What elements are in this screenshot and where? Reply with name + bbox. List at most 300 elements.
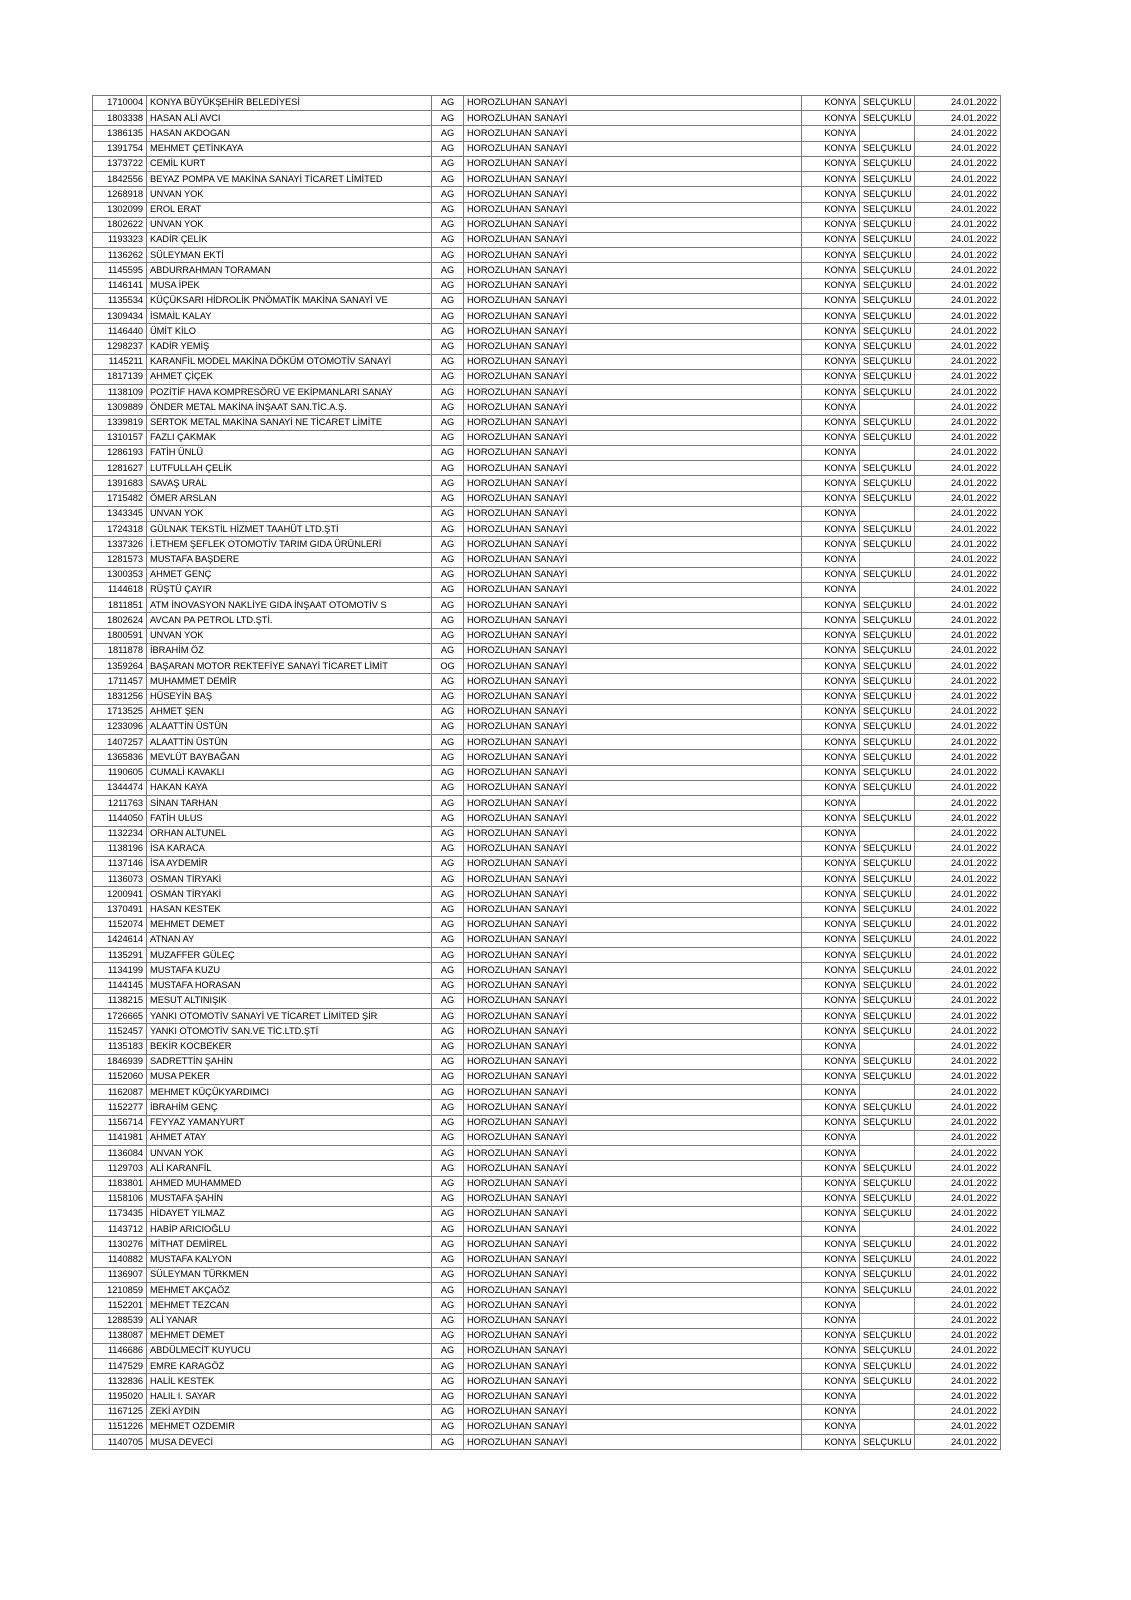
- cell-name: SAVAŞ URAL: [147, 476, 432, 491]
- cell-name: UNVAN YOK: [147, 1146, 432, 1161]
- cell-region: HOROZLUHAN SANAYİ: [464, 841, 802, 856]
- cell-date: 24.01.2022: [915, 796, 1001, 811]
- cell-type: AG: [432, 1237, 464, 1252]
- cell-date: 24.01.2022: [915, 933, 1001, 948]
- cell-region: HOROZLUHAN SANAYİ: [464, 1085, 802, 1100]
- cell-name: MEHMET DEMET: [147, 917, 432, 932]
- cell-type: AG: [432, 552, 464, 567]
- cell-city: KONYA: [802, 1176, 860, 1191]
- cell-id: 1183801: [93, 1176, 147, 1191]
- cell-type: AG: [432, 1161, 464, 1176]
- table-row: [93, 1298, 1001, 1313]
- table-row: [93, 369, 1001, 384]
- cell-date: 24.01.2022: [915, 765, 1001, 780]
- cell-city: KONYA: [802, 1130, 860, 1145]
- cell-region: HOROZLUHAN SANAYİ: [464, 126, 802, 141]
- cell-type: AG: [432, 811, 464, 826]
- cell-id: 1152457: [93, 1024, 147, 1039]
- cell-region: HOROZLUHAN SANAYİ: [464, 339, 802, 354]
- cell-id: 1132836: [93, 1374, 147, 1389]
- cell-type: AG: [432, 232, 464, 247]
- cell-city: KONYA: [802, 1359, 860, 1374]
- cell-id: 1373722: [93, 156, 147, 171]
- cell-type: AG: [432, 993, 464, 1008]
- cell-name: EROL ERAT: [147, 202, 432, 217]
- cell-id: 1140705: [93, 1435, 147, 1450]
- cell-district: [860, 1298, 915, 1313]
- cell-type: AG: [432, 324, 464, 339]
- cell-id: 1130276: [93, 1237, 147, 1252]
- cell-region: HOROZLUHAN SANAYİ: [464, 1374, 802, 1389]
- table-row: [93, 126, 1001, 141]
- cell-date: 24.01.2022: [915, 704, 1001, 719]
- table-row: [93, 1435, 1001, 1450]
- cell-date: 24.01.2022: [915, 963, 1001, 978]
- cell-id: 1167125: [93, 1404, 147, 1419]
- cell-name: ZEKİ AYDIN: [147, 1404, 432, 1419]
- cell-district: SELÇUKLU: [860, 430, 915, 445]
- cell-district: SELÇUKLU: [860, 96, 915, 111]
- cell-type: AG: [432, 780, 464, 795]
- cell-id: 1281627: [93, 461, 147, 476]
- cell-city: KONYA: [802, 476, 860, 491]
- cell-name: ALİ YANAR: [147, 1313, 432, 1328]
- cell-name: SÜLEYMAN TÜRKMEN: [147, 1267, 432, 1282]
- cell-city: KONYA: [802, 780, 860, 795]
- cell-district: [860, 552, 915, 567]
- cell-id: 1152060: [93, 1070, 147, 1085]
- cell-city: KONYA: [802, 126, 860, 141]
- cell-region: HOROZLUHAN SANAYİ: [464, 354, 802, 369]
- cell-id: 1129703: [93, 1161, 147, 1176]
- cell-city: KONYA: [802, 552, 860, 567]
- cell-name: KADİR ÇELİK: [147, 232, 432, 247]
- cell-id: 1162087: [93, 1085, 147, 1100]
- cell-type: AG: [432, 978, 464, 993]
- cell-type: AG: [432, 1146, 464, 1161]
- cell-city: KONYA: [802, 902, 860, 917]
- table-row: [93, 1054, 1001, 1069]
- cell-city: KONYA: [802, 841, 860, 856]
- table-row: [93, 202, 1001, 217]
- cell-id: 1134199: [93, 963, 147, 978]
- table-row: [93, 826, 1001, 841]
- cell-type: AG: [432, 461, 464, 476]
- cell-date: 24.01.2022: [915, 415, 1001, 430]
- cell-district: SELÇUKLU: [860, 1283, 915, 1298]
- cell-name: AHMET ŞEN: [147, 704, 432, 719]
- cell-type: AG: [432, 354, 464, 369]
- table-row: [93, 643, 1001, 658]
- cell-id: 1146141: [93, 278, 147, 293]
- cell-region: HOROZLUHAN SANAYİ: [464, 993, 802, 1008]
- cell-city: KONYA: [802, 643, 860, 658]
- cell-district: SELÇUKLU: [860, 1176, 915, 1191]
- cell-region: HOROZLUHAN SANAYİ: [464, 1283, 802, 1298]
- cell-date: 24.01.2022: [915, 309, 1001, 324]
- cell-type: AG: [432, 1298, 464, 1313]
- cell-date: 24.01.2022: [915, 187, 1001, 202]
- cell-region: HOROZLUHAN SANAYİ: [464, 933, 802, 948]
- cell-id: 1146686: [93, 1343, 147, 1358]
- cell-id: 1344474: [93, 780, 147, 795]
- cell-type: AG: [432, 141, 464, 156]
- cell-city: KONYA: [802, 1328, 860, 1343]
- cell-date: 24.01.2022: [915, 1176, 1001, 1191]
- cell-district: SELÇUKLU: [860, 491, 915, 506]
- cell-city: KONYA: [802, 1009, 860, 1024]
- cell-type: AG: [432, 1115, 464, 1130]
- cell-id: 1145211: [93, 354, 147, 369]
- cell-id: 1391754: [93, 141, 147, 156]
- table-row: [93, 1420, 1001, 1435]
- table-row: [93, 856, 1001, 871]
- cell-date: 24.01.2022: [915, 278, 1001, 293]
- cell-id: 1407257: [93, 735, 147, 750]
- cell-id: 1343345: [93, 506, 147, 521]
- cell-district: SELÇUKLU: [860, 172, 915, 187]
- cell-date: 24.01.2022: [915, 917, 1001, 932]
- cell-type: AG: [432, 1283, 464, 1298]
- cell-district: SELÇUKLU: [860, 1009, 915, 1024]
- cell-city: KONYA: [802, 796, 860, 811]
- cell-city: KONYA: [802, 887, 860, 902]
- cell-id: 1817139: [93, 369, 147, 384]
- cell-district: SELÇUKLU: [860, 1435, 915, 1450]
- cell-city: KONYA: [802, 187, 860, 202]
- cell-city: KONYA: [802, 369, 860, 384]
- cell-district: [860, 1389, 915, 1404]
- table-row: [93, 872, 1001, 887]
- cell-id: 1803338: [93, 111, 147, 126]
- cell-city: KONYA: [802, 826, 860, 841]
- cell-region: HOROZLUHAN SANAYİ: [464, 172, 802, 187]
- cell-city: KONYA: [802, 1404, 860, 1419]
- cell-date: 24.01.2022: [915, 400, 1001, 415]
- cell-region: HOROZLUHAN SANAYİ: [464, 278, 802, 293]
- cell-region: HOROZLUHAN SANAYİ: [464, 1024, 802, 1039]
- cell-id: 1138196: [93, 841, 147, 856]
- cell-date: 24.01.2022: [915, 446, 1001, 461]
- cell-district: SELÇUKLU: [860, 232, 915, 247]
- cell-type: AG: [432, 948, 464, 963]
- cell-date: 24.01.2022: [915, 339, 1001, 354]
- table-body: [93, 96, 1001, 1450]
- cell-type: AG: [432, 1252, 464, 1267]
- cell-region: HOROZLUHAN SANAYİ: [464, 796, 802, 811]
- cell-date: 24.01.2022: [915, 1222, 1001, 1237]
- cell-region: HOROZLUHAN SANAYİ: [464, 248, 802, 263]
- cell-region: HOROZLUHAN SANAYİ: [464, 978, 802, 993]
- cell-region: HOROZLUHAN SANAYİ: [464, 583, 802, 598]
- cell-district: [860, 506, 915, 521]
- cell-region: HOROZLUHAN SANAYİ: [464, 826, 802, 841]
- cell-name: KADİR YEMİŞ: [147, 339, 432, 354]
- cell-date: 24.01.2022: [915, 506, 1001, 521]
- cell-id: 1135291: [93, 948, 147, 963]
- table-row: [93, 446, 1001, 461]
- cell-type: AG: [432, 263, 464, 278]
- cell-name: HAKAN KAYA: [147, 780, 432, 795]
- cell-district: SELÇUKLU: [860, 522, 915, 537]
- cell-type: AG: [432, 826, 464, 841]
- cell-region: HOROZLUHAN SANAYİ: [464, 856, 802, 871]
- cell-region: HOROZLUHAN SANAYİ: [464, 735, 802, 750]
- cell-date: 24.01.2022: [915, 156, 1001, 171]
- cell-city: KONYA: [802, 598, 860, 613]
- cell-name: ÜMİT KİLO: [147, 324, 432, 339]
- cell-date: 24.01.2022: [915, 583, 1001, 598]
- cell-id: 1138109: [93, 385, 147, 400]
- cell-district: [860, 1313, 915, 1328]
- cell-name: MEHMET AKÇAÖZ: [147, 1283, 432, 1298]
- cell-date: 24.01.2022: [915, 476, 1001, 491]
- table-row: [93, 811, 1001, 826]
- cell-district: SELÇUKLU: [860, 780, 915, 795]
- cell-date: 24.01.2022: [915, 1161, 1001, 1176]
- cell-date: 24.01.2022: [915, 1039, 1001, 1054]
- cell-id: 1136073: [93, 872, 147, 887]
- cell-id: 1152074: [93, 917, 147, 932]
- cell-id: 1800591: [93, 628, 147, 643]
- cell-name: RÜŞTÜ ÇAYIR: [147, 583, 432, 598]
- cell-region: HOROZLUHAN SANAYİ: [464, 1435, 802, 1450]
- cell-id: 1309889: [93, 400, 147, 415]
- cell-date: 24.01.2022: [915, 1359, 1001, 1374]
- table-row: [93, 1389, 1001, 1404]
- cell-name: MUSA DEVECİ: [147, 1435, 432, 1450]
- cell-date: 24.01.2022: [915, 1267, 1001, 1282]
- cell-date: 24.01.2022: [915, 735, 1001, 750]
- cell-region: HOROZLUHAN SANAYİ: [464, 598, 802, 613]
- cell-name: POZİTİF HAVA KOMPRESÖRÜ VE EKİPMANLARI SANAY: [147, 385, 432, 400]
- table-row: [93, 156, 1001, 171]
- cell-type: OG: [432, 659, 464, 674]
- table-row: [93, 963, 1001, 978]
- cell-date: 24.01.2022: [915, 1070, 1001, 1085]
- cell-region: HOROZLUHAN SANAYİ: [464, 385, 802, 400]
- cell-region: HOROZLUHAN SANAYİ: [464, 1115, 802, 1130]
- cell-region: HOROZLUHAN SANAYİ: [464, 1009, 802, 1024]
- cell-name: İ.ETHEM ŞEFLEK OTOMOTİV TARIM GIDA ÜRÜNLERİ: [147, 537, 432, 552]
- cell-type: AG: [432, 1054, 464, 1069]
- cell-region: HOROZLUHAN SANAYİ: [464, 156, 802, 171]
- cell-city: KONYA: [802, 1100, 860, 1115]
- cell-district: [860, 1420, 915, 1435]
- cell-type: AG: [432, 1176, 464, 1191]
- table-row: [93, 172, 1001, 187]
- cell-city: KONYA: [802, 1222, 860, 1237]
- cell-name: MEHMET TEZCAN: [147, 1298, 432, 1313]
- table-row: [93, 415, 1001, 430]
- cell-date: 24.01.2022: [915, 1389, 1001, 1404]
- cell-type: AG: [432, 293, 464, 308]
- cell-city: KONYA: [802, 1313, 860, 1328]
- cell-city: KONYA: [802, 248, 860, 263]
- cell-name: FATİH ÜNLÜ: [147, 446, 432, 461]
- cell-district: SELÇUKLU: [860, 719, 915, 734]
- cell-region: HOROZLUHAN SANAYİ: [464, 1176, 802, 1191]
- cell-city: KONYA: [802, 704, 860, 719]
- cell-region: HOROZLUHAN SANAYİ: [464, 324, 802, 339]
- table-row: [93, 248, 1001, 263]
- cell-district: SELÇUKLU: [860, 978, 915, 993]
- cell-district: SELÇUKLU: [860, 537, 915, 552]
- cell-id: 1711457: [93, 674, 147, 689]
- cell-name: KARANFİL MODEL MAKİNA DÖKÜM OTOMOTİV SANAYİ: [147, 354, 432, 369]
- cell-id: 1190605: [93, 765, 147, 780]
- cell-city: KONYA: [802, 232, 860, 247]
- cell-district: SELÇUKLU: [860, 643, 915, 658]
- table-row: [93, 735, 1001, 750]
- cell-region: HOROZLUHAN SANAYİ: [464, 1191, 802, 1206]
- table-row: [93, 1267, 1001, 1282]
- cell-city: KONYA: [802, 1252, 860, 1267]
- cell-type: AG: [432, 278, 464, 293]
- cell-region: HOROZLUHAN SANAYİ: [464, 111, 802, 126]
- cell-name: ÖNDER METAL MAKİNA İNŞAAT SAN.TİC.A.Ş.: [147, 400, 432, 415]
- cell-type: AG: [432, 796, 464, 811]
- cell-name: YANKI OTOMOTİV SAN.VE TİC.LTD.ŞTİ: [147, 1024, 432, 1039]
- cell-id: 1141981: [93, 1130, 147, 1145]
- cell-region: HOROZLUHAN SANAYİ: [464, 309, 802, 324]
- cell-city: KONYA: [802, 415, 860, 430]
- cell-date: 24.01.2022: [915, 1146, 1001, 1161]
- cell-type: AG: [432, 643, 464, 658]
- table-row: [93, 765, 1001, 780]
- cell-city: KONYA: [802, 1054, 860, 1069]
- cell-name: MESUT ALTINIŞIK: [147, 993, 432, 1008]
- table-row: [93, 1359, 1001, 1374]
- cell-region: HOROZLUHAN SANAYİ: [464, 1146, 802, 1161]
- table-row: [93, 1191, 1001, 1206]
- cell-date: 24.01.2022: [915, 1115, 1001, 1130]
- table-row: [93, 522, 1001, 537]
- cell-city: KONYA: [802, 1085, 860, 1100]
- cell-city: KONYA: [802, 385, 860, 400]
- cell-region: HOROZLUHAN SANAYİ: [464, 1328, 802, 1343]
- cell-region: HOROZLUHAN SANAYİ: [464, 1206, 802, 1221]
- cell-date: 24.01.2022: [915, 263, 1001, 278]
- table-row: [93, 1252, 1001, 1267]
- cell-date: 24.01.2022: [915, 1404, 1001, 1419]
- cell-type: AG: [432, 1328, 464, 1343]
- cell-date: 24.01.2022: [915, 1420, 1001, 1435]
- cell-district: SELÇUKLU: [860, 476, 915, 491]
- cell-name: YANKI OTOMOTİV SANAYİ VE TİCARET LİMİTED ŞİR: [147, 1009, 432, 1024]
- cell-type: AG: [432, 856, 464, 871]
- cell-type: AG: [432, 385, 464, 400]
- cell-name: SÜLEYMAN EKTİ: [147, 248, 432, 263]
- cell-type: AG: [432, 248, 464, 263]
- cell-district: SELÇUKLU: [860, 1252, 915, 1267]
- cell-date: 24.01.2022: [915, 780, 1001, 795]
- cell-region: HOROZLUHAN SANAYİ: [464, 537, 802, 552]
- cell-id: 1144050: [93, 811, 147, 826]
- cell-city: KONYA: [802, 1298, 860, 1313]
- cell-name: MUSTAFA KUZU: [147, 963, 432, 978]
- cell-type: AG: [432, 917, 464, 932]
- cell-region: HOROZLUHAN SANAYİ: [464, 1161, 802, 1176]
- table-row: [93, 1024, 1001, 1039]
- cell-type: AG: [432, 1343, 464, 1358]
- cell-city: KONYA: [802, 1343, 860, 1358]
- cell-district: SELÇUKLU: [860, 902, 915, 917]
- cell-date: 24.01.2022: [915, 613, 1001, 628]
- cell-id: 1173435: [93, 1206, 147, 1221]
- cell-date: 24.01.2022: [915, 1130, 1001, 1145]
- cell-district: SELÇUKLU: [860, 202, 915, 217]
- cell-id: 1145595: [93, 263, 147, 278]
- table-row: [93, 1039, 1001, 1054]
- cell-name: İBRAHİM GENÇ: [147, 1100, 432, 1115]
- cell-region: HOROZLUHAN SANAYİ: [464, 1130, 802, 1145]
- cell-city: KONYA: [802, 1374, 860, 1389]
- table-row: [93, 704, 1001, 719]
- cell-city: KONYA: [802, 278, 860, 293]
- cell-date: 24.01.2022: [915, 126, 1001, 141]
- cell-type: AG: [432, 111, 464, 126]
- cell-type: AG: [432, 567, 464, 582]
- cell-city: KONYA: [802, 1435, 860, 1450]
- cell-city: KONYA: [802, 765, 860, 780]
- cell-district: [860, 1146, 915, 1161]
- cell-region: HOROZLUHAN SANAYİ: [464, 613, 802, 628]
- cell-name: HASAN AKDOGAN: [147, 126, 432, 141]
- cell-date: 24.01.2022: [915, 902, 1001, 917]
- cell-type: AG: [432, 1359, 464, 1374]
- cell-city: KONYA: [802, 1161, 860, 1176]
- table-row: [93, 293, 1001, 308]
- cell-id: 1135534: [93, 293, 147, 308]
- table-row: [93, 232, 1001, 247]
- cell-type: AG: [432, 369, 464, 384]
- table-row: [93, 917, 1001, 932]
- cell-type: AG: [432, 1070, 464, 1085]
- cell-date: 24.01.2022: [915, 1100, 1001, 1115]
- cell-date: 24.01.2022: [915, 948, 1001, 963]
- cell-id: 1710004: [93, 96, 147, 111]
- cell-type: AG: [432, 446, 464, 461]
- cell-name: İSMAİL KALAY: [147, 309, 432, 324]
- table-row: [93, 719, 1001, 734]
- table-row: [93, 278, 1001, 293]
- cell-name: SERTOK METAL MAKİNA SANAYİ NE TİCARET LİMİTE: [147, 415, 432, 430]
- cell-district: SELÇUKLU: [860, 263, 915, 278]
- table-row: [93, 1404, 1001, 1419]
- cell-region: HOROZLUHAN SANAYİ: [464, 202, 802, 217]
- cell-region: HOROZLUHAN SANAYİ: [464, 689, 802, 704]
- cell-date: 24.01.2022: [915, 872, 1001, 887]
- cell-region: HOROZLUHAN SANAYİ: [464, 628, 802, 643]
- cell-id: 1281573: [93, 552, 147, 567]
- table-row: [93, 993, 1001, 1008]
- cell-district: SELÇUKLU: [860, 1267, 915, 1282]
- cell-region: HOROZLUHAN SANAYİ: [464, 187, 802, 202]
- cell-region: HOROZLUHAN SANAYİ: [464, 400, 802, 415]
- cell-id: 1138087: [93, 1328, 147, 1343]
- cell-name: MEHMET ÇETİNKAYA: [147, 141, 432, 156]
- cell-district: SELÇUKLU: [860, 309, 915, 324]
- cell-city: KONYA: [802, 293, 860, 308]
- cell-city: KONYA: [802, 613, 860, 628]
- cell-id: 1132234: [93, 826, 147, 841]
- table-row: [93, 385, 1001, 400]
- cell-district: [860, 1039, 915, 1054]
- cell-name: AHMED MUHAMMED: [147, 1176, 432, 1191]
- cell-district: SELÇUKLU: [860, 1070, 915, 1085]
- cell-date: 24.01.2022: [915, 354, 1001, 369]
